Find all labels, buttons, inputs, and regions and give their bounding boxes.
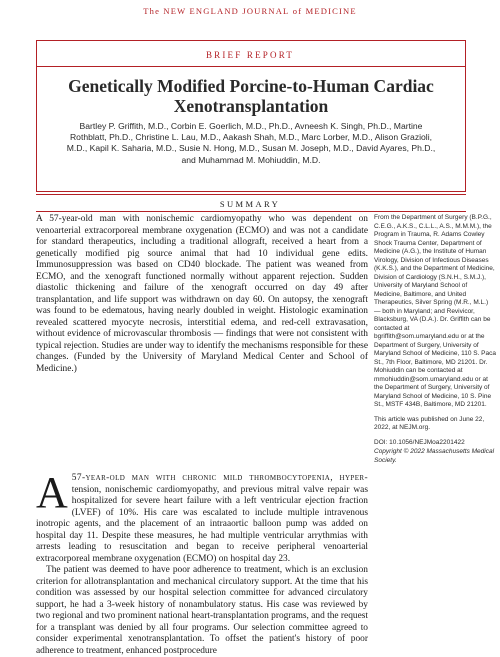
lead-in: 57-year-old man with chronic mild thrombocytopenia, hyper- <box>71 473 368 483</box>
body-paragraph-1 <box>36 468 368 565</box>
author-list: Bartley P. Griffith, M.D., Corbin E. Goerlich, M.D., Ph.D., Avneesh K. Singh, Ph.D., Martine Rothblatt, Ph.D., Christine L. Lau, M.D., Aakash Shah, M.D., Marc Lorber, M.D., Alison Grazioli, M.D., Kapil K. Saharia, M.D., Susie N. Hong, M.D., Susan M. Joseph, M.D., David Ayares, Ph.D., and Muhammad M. Mohiuddin, M.D. <box>66 121 436 165</box>
article-type-label: BRIEF REPORT <box>205 50 295 60</box>
journal-masthead <box>0 6 500 16</box>
article-body <box>36 468 368 657</box>
copyright: Copyright © 2022 Massachusetts Medical Society. <box>374 448 495 464</box>
journal-suffix: of <box>289 6 306 16</box>
body-paragraph-2: The patient was deemed to have poor adherence to treatment, which is an exclusion criterion for allotransplantation and mechanical circulatory support. At the time that his condition was assessed by our hospital selection committee for advanced circulatory support, he had a 3-week history of nonambulatory status. His case was reviewed by two regional and two prominent national heart-transplantation programs, and the request for a transplant was denied by all four programs. Our selection committee agreed to consider experimental xenotransplantation. To offset the patient's history of poor adherence to treatment, enhanced postprocedure <box>36 565 368 656</box>
summary-heading: SUMMARY <box>219 199 281 209</box>
drop-cap: A <box>36 468 68 517</box>
doi: DOI: 10.1056/NEJMoa2201422 <box>374 438 465 446</box>
published-note: This article was published on June 22, 2022, at NEJM.org. <box>374 415 485 431</box>
journal-name-2: MEDICINE <box>305 6 357 16</box>
journal-name: NEW ENGLAND JOURNAL <box>163 6 290 16</box>
article-type-divider <box>36 66 466 67</box>
summary-text: A 57-year-old man with nonischemic cardiomyopathy who was dependent on venoarterial extracorporeal membrane oxygenation (ECMO) and was not a candidate for standard therapeutics, including a traditional allograft, received a heart from a genetically modified pig source animal that had 10 individual gene edits. Immunosuppression was based on CD40 blockade. The patient was weaned from ECMO, and the xenograft functioned normally without apparent rejection. Sudden diastolic thickening and failure of the xenograft occurred on day 49 after transplantation, and life support was withdrawn on day 60. On autopsy, the xenograft was found to be edematous, having nearly doubled in weight. Histologic examination revealed scattered myocyte necrosis, interstitial edema, and red-cell extravasation, without evidence of microvascular thrombosis — findings that were not consistent with typical rejection. Studies are under way to identify the mechanisms responsible for these changes. (Funded by the University of Maryland Medical Center and School of Medicine.) <box>36 214 368 374</box>
summary-rule-top <box>36 194 466 195</box>
article-header-frame <box>36 40 466 192</box>
body-paragraph-1-text: tension, nonischemic cardiomyopathy, and previous mitral valve repair was hospitalized for severe heart failure with a left ventricular ejection fraction (LVEF) of 10%. His care was escalated to include multiple intravenous inotropic agents, and the placement of an intraaortic balloon pump was added on hospital day 11. Despite these measures, he had multiple ventricular arrythmias with arrests leading to resuscitation and began to receive peripheral venoarterial extracorporeal membrane oxygenation (ECMO) on hospital day 23. <box>36 484 368 564</box>
affiliations-text: From the Department of Surgery (B.P.G., C.E.G., A.K.S., C.L.L., A.S., M.M.M.), the Program in Trauma, R. Adams Cowley Shock Trauma Center, Department of Medicine (A.G.), the Institute of Human Virology, Division of Infectious Diseases (K.K.S.), and the Department of Medicine, Division of Cardiology (S.N.H., S.M.J.), University of Maryland School of Medicine, Baltimore, and United Therapeutics, Silver Spring (M.R., M.L.) — both in Maryland; and Revivicor, Blacksburg, VA (D.A.). Dr. Griffith can be contacted at bgriffith@som.umaryland.edu or at the Department of Surgery, University of Maryland School of Medicine, 110 S. Paca St., 7th Floor, Baltimore, MD 21201. Dr. Mohiuddin can be contacted at mmohiuddin@som.umaryland.edu or at the Department of Surgery, University of Maryland School of Medicine, 10 S. Pine St., MSTF 434B, Baltimore, MD 21201. <box>374 214 497 408</box>
journal-prefix: The <box>143 6 164 16</box>
affiliations-sidebar <box>374 214 496 471</box>
article-title: Genetically Modified Porcine-to-Human Cardiac Xenotransplantation <box>68 76 434 116</box>
summary-rule-bottom <box>36 211 466 212</box>
